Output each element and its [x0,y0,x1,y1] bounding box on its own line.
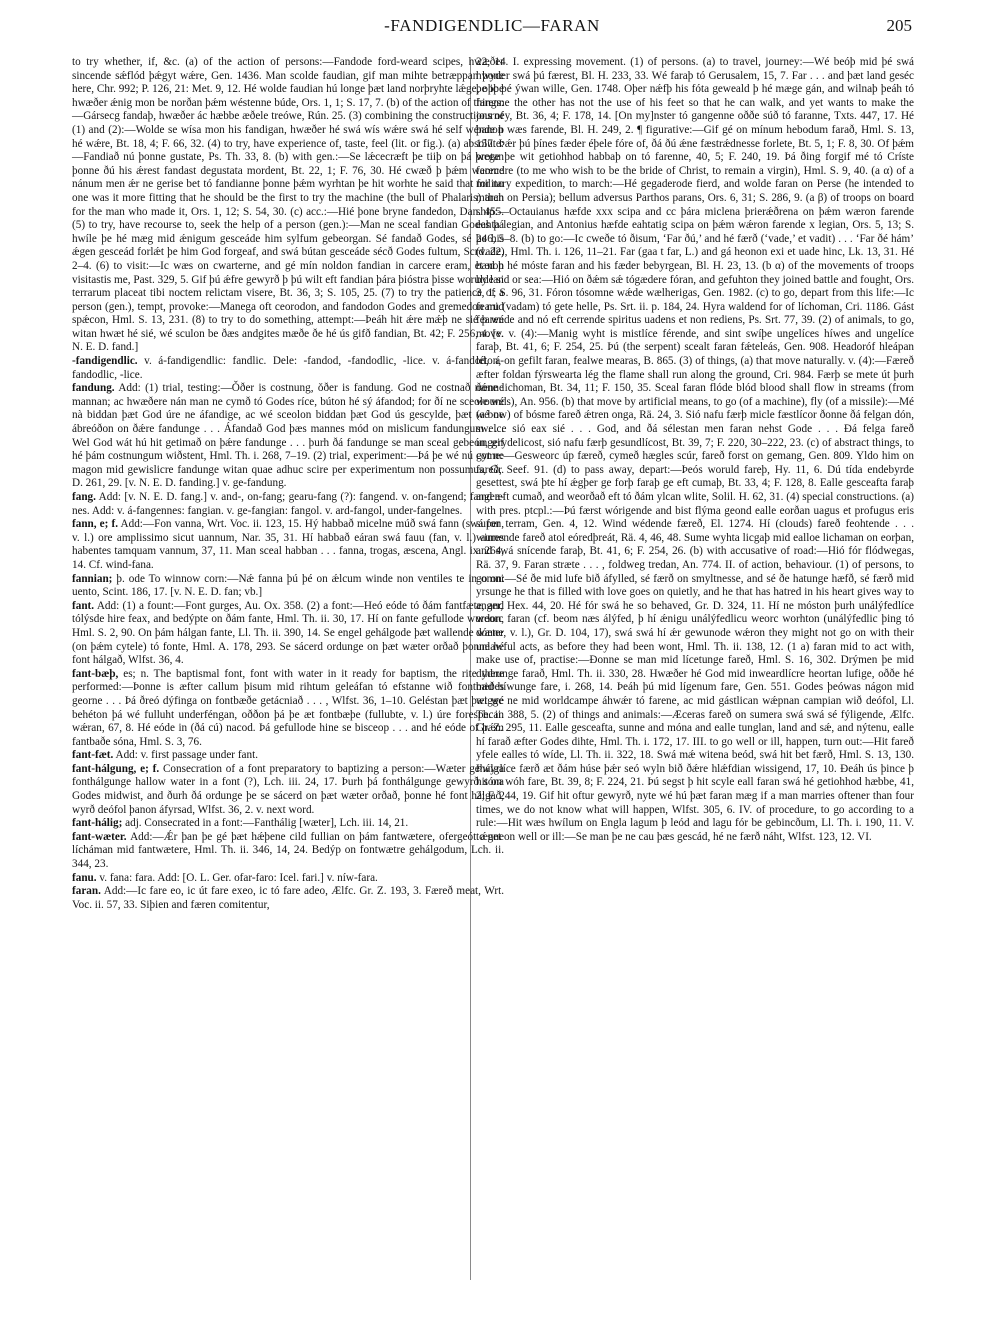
entry-headword: fant-bæþ, [72,667,119,680]
dictionary-entry [72,763,504,817]
dictionary-entry [72,355,504,382]
left-column [72,56,504,912]
entry-headword: -fandigendlic. [72,355,138,368]
dictionary-entry [72,600,504,668]
running-title: -FANDIGENDLIC—FARAN [384,16,600,35]
dictionary-entry [476,56,914,844]
entry-text: 22, 14. I. expressing movement. (1) of persons. (a) to travel, journey:—Wé beóþ mid þé swá hwyder swá þú færest, Bl. H. 233, 33. Wé faraþ tó Gerusalem, 15, 7. Far . . . and þæt land geséc þe ic þé ýwan wille, Gen. 1748. Oþer nǽfþ his fóta geweald þ hé mæge gán, and wilnaþ þeáh tó farenne the other has not the use of his feet so that he can walk, and yet wants to make the journey, Bt. 36, 4; F. 178, 14. [On my]nster tó gangenne oððe súð tó faranne, Txts. 447, 17. Hé þanon wæs farende, Bl. H. 249, 2. ¶ figurative:—Gif gé on mínum hebodum farað, Hml. S. 13, 157. Þǽr þú þínes fæder éþele fóre of, ðá ðú ǽne fæstrǽdnesse forlete, Bt. 5, 1; F. 8, 30. Of þǽm wege þe wit getiohhod habbaþ on tó farenne, 40, 5; F. 240, 19. Þá ðing forgif mé tó Críste farendre (to me who wish to be the bride of Christ, to remain a virgin), Hml. S. 9, 40. (a α) of a military expedition, to march:—Hé gegaderode fierd, and wolde faran on Perse (he intended to march on Persia); bellum adversus Parthos parans, Ors. 6, 31; S. 286, 9. (a β) of troops on board ship:—Octauianus hæfde xxx scipa and cc þára miclena þrierǽðrena on þǽm wæron farende eahta legian, and Antonius hæfde eahtatig scipa on þǽm wǽron farende x legian, Ors. 5, 13; S. 246, 5–8. (b) to go:—Ic cweðe tó ðisum, ‘Far ðú,’ and hé færð (‘vade,’ et vadit) . . . ‘Far ðé hám’ (vade), Hml. Th. i. 126, 11–21. Far (gaa t far, L.) and gá heonon exi et uade hinc, Lk. 13, 31. Hé bæd þ hé móste faran and his fæder bebyrgean, Bl. H. 23, 13. (b α) of the movements of troops by land or sea:—Hió on ðǽm sǽ tógædere fóran, and gefuhton they joined battle and fought, Ors. 3, 1; S. 96, 31. Fóron tósomne wǽde wælherigas, Gen. 1982. (c) to go, depart from this life:—Ic fearu (vadam) tó gete helle, Ps. Srt. ii. p. 184, 24. Hyra waldend for of líchoman, Cri. 1186. Gást fearende and nó eft cerrende spiritus uadens et non rediens, Ps. Srt. 77, 39. (2) of animals, to go, move. v. (4):—Manig wyht is mistlíce férende, and sint swíþe ungelíces híwes and ungelíce faraþ, Bt. 41, 6; F. 254, 25. Þú (the serpent) scealt faran fǽteleás, Gen. 908. Headoróf hleápan léton, on gefilt faran, fealwe mearas, B. 865. (3) of things, (a) that move naturally. v. (4):—Færeð æfter foldan fýrswearta lég the flame shall run along the ground, Cri. 984. Færþ se mete út þurh ðone lichoman, Bt. 34, 11; F. 150, 35. Sceal faran flóde blód blood shall flow in streams (from wounds), An. 956. (b) that move by artificial means, to go (of a machine), fly (of a missile):—Mé (a bow) of bósme fareð ǽtren onga, Rä. 24, 3. Sió nafu færþ micle fæstlícor ðonne ðá felgan dón, swelce sió eax sié . . . God, and ðá sélestan men faran nehst Gode . . . Ðá felga fareð ungerydelicost, sió nafu færþ gesundlícost, Bt. 39, 7; F. 220, 30–222, 23. (c) of abstract things, to come:—Gesweorc úp færeð, cymeð hægles scúr, fareð forst on gemang, Gen. 809. Yldo him on fareð, Seef. 91. (d) to pass away, depart:—Þeós woruld fareþ, Hy. 11, 6. Dú tída endebyrde gesettest, swá þte hí ǽgþer ge forþ faraþ ge eft cumaþ, Bt. 33, 4; F. 128, 8. Ealle gesceafta faraþ and æft cumað, and weorðað eft tó ðám ylcan wlite, Solil. H. 62, 31. (4) special constructions. (a) with pres. ptcpl.:—Þú færst wórigende and bist flýma geond ealle eorðan uagus et profugus eris super terram, Gen. 4, 12. Wind wédende færeð, El. 1274. Hí (clouds) fareð feohtende . . . winnende fareð atol eóredþreát, Rä. 4, 46, 48. Sume wyhta licgaþ mid ealloe lichaman on eorþan, and swá snícende faraþ, Bt. 41, 6; F. 254, 26. (b) with accusative of road:—Hió fór flódwegas, Rä. 37, 9. Faran stræte . . . , foldweg tredan, An. 774. II. of action, behaviour. (1) of persons, to go on:—Sé ðe mid lufe bið áfylled, sé færð on smyltnesse, and sé ðe hatunge hæfð, sé færð mid yrsunge he that is filled with love goes on quietly, and he that has hatred in his heart gives way to anger, Hex. 44, 20. Hé fór swá he so behaved, Gr. D. 324, 11. Hí ne móston þurh unálýfedlíce weorc faran (cf. beom næs álýfed, þ hí ǽnigu unálýfedlicu weorc worhton (unálýfedlic þing tó dónne, v. l.), Gr. D. 104, 17), swá swá hí ǽr gewunode wǽron they might not go on with their unlawful acts, as before they had been wont, Hml. Th. ii. 138, 12. (1 a) faran mid to act with, make use of, practise:—Ðonne se man mid lícetunge fareð, Hml. S. 16, 302. Drýmen þe mid dydrunge farað, Hml. Th. ii. 330, 28. Hwæðer hé God mid inweardlícre heortan lufige, oððe hé mid híwunge fare, i. 268, 14. Þeáh þú mid lígenum fare, Gen. 551. Godes þeówas nágon mid wigge ne mid worldcampe áhwǽr tó farene, ac mid gástlican wǽpnan campian wið deófol, Ll. Th. ii. 388, 5. (2) of things and animals:—Æceras fareð on sumera swá swá sé fýligende, Ælfc. Gr. Z. 295, 11. Ealle gesceafta, sunne and móna and ealle tunglan, land and sǽ, and nýtenu, ealle hí farað æfter Godes dihte, Hml. Th. i. 172, 17. III. to go well or ill, happen, turn out:—Hit fareð yfele ealles tó wíde, Ll. Th. ii. 322, 18. Swá mǽ witena beód, swá hit bet færð, Hml. S. 13, 130. Þwyrlíce færð æt ðám húse þǽr seó wyln bið ðǽre hlǽfdian wissigend, 17, 10. Ðeáh ús þince þ hit on wóh fare, Bt. 39, 8; F. 224, 21. Þú segst þ hit scyle eall faran swá hé getiohhod hæbbe, 41, 2; F. 244, 19. Gif hit oftur gewyrð, nyte wé hú þæt faran mæg if a man marries oftener than four times, we do not know what will happen, Wlfst. 305, 6. IV. of procedure, to go according to a rule:—Hit wæs hwílum on Engla lagum þ leód and lagu fór be gebincðum, Ll. Th. i. 190, 11. V. to get on well or ill:—Se man þe ne cau þæs gescád, hé ne færð náht, Wlfst. 123, 12. VI. [476,56,914,843]
page-number: 205 [886,16,912,35]
entry-headword: fant-wæter. [72,830,127,843]
dictionary-entry [72,518,504,572]
entry-headword: fanu. [72,871,97,884]
entry-text: adj. Consecrated in a font:—Fanthálig [wæter], Lch. iii. 14, 21. [122,817,409,830]
dictionary-entry [72,749,504,763]
dictionary-entry [72,885,504,912]
page-header [72,16,912,56]
entry-text: Add: (1) trial, testing:—Ǒðer is costnung, ǒðer is fandung. God ne costnað nǽnne mannan; ac hwæðere nán man ne cymð tó Godes ríce, búton hé sý áfandod; for ðí ne sceole wé nà biddan þæt God úre ne áfandige, ac wé sceolon biddan þæt God ús gescylde, þæt wé ne ábreóðon on ðǽre fandunge . . . Áfandað God þæs mannes mód on mislicum fandungum . . . Wel God wát hú hit getimað on þǽre fandunge . . . þurh ðá fandunge se man sceal gebeón, gif hé þám costnungum wiðstent, Hml. Th. i. 268, 7–19. (2) trial, experiment:—Þá þe wé nú gyt ne magon mid gewislicre fandunge witan quae adhuc scire per experimentum non possumus, Gr. D. 261, 29. [v. N. E. D. fanding.] v. ge-fandung. [72,382,504,490]
dictionary-entry [72,573,504,600]
dictionary-entry [72,817,504,831]
entry-text: es; n. The baptismal font, font with water in it ready for baptism, the rite there performed:—Þonne is æfter callum þisum mid rihtum geleáfan tó efstanne wið fontbæðes georne . . . Þá ðreó dýfinga on fontbæðe getácniað . . . , Wlfst. 36, 1–10. Geléstan þæt þæt wé behéton þá wé fulluht underféngan, oððon þá þe æt fontbæþe (fullubte, v. l.) úre forespecan wǽran, 67, 8. Hé eóde in (ðá cú) nacod. Þá gefullode hine se bisceop . . . and hé eóde of þǽm fantbaðe sóna, Hml. S. 3, 76. [72,667,504,748]
dictionary-entry [72,382,504,491]
entry-text: Add: [v. N. E. D. fang.] v. and-, on-fang; gearu-fang (?): fangend. v. on-fangend; fangen-nes. Add: v. á-fangennes: fangian. v. ge-fangian: fangol. v. ard-fangol, under-fangelnes. [72,491,504,517]
entry-headword: faran. [72,885,101,898]
dictionary-entry [72,831,504,872]
entry-text: v. á-fandigendlic: fandlic. Dele: -fandod, -fandodlic, -lice. v. á-fandod, á-fandodlic, -lice. [72,355,504,381]
entry-headword: fant. [72,599,95,612]
entry-text: Add:—Ǽr þan þe gé þæt hǽþene cild fullian on þám fantwætere, ofergeót ǽnne lícháman mid fantwætere, Hml. Th. ii. 346, 14, 24. Bedýp on fontwætre gehálgodum, Lch. ii. 344, 23. [72,830,504,871]
entry-text: Consecration of a font preparatory to baptizing a person:—Wæter gehálga fonthálgunge hallow water in a font (?), Lch. iii. 24, 17. Þurh þá fonthálgunge gewyrð sóna Godes midwist, and ðurh ðá ordunge þe se sácerd on þæt wæter orðað, þonne hé font hálgað, wyrð deófol þanon áfyrsad, Wlfst. 36, 2. v. next word. [72,762,505,816]
entry-headword: fang. [72,491,96,503]
entry-headword: fant-hálig; [72,817,123,830]
entry-headword: fant-fæt. [72,749,114,762]
dictionary-entry [72,56,504,355]
dictionary-entry [72,668,504,750]
entry-headword: fant-hálgung, e; f. [72,762,160,775]
entry-headword: fann, e; f. [72,518,119,531]
entry-text: v. fana: fara. Add: [O. L. Ger. ofar-faro: Icel. fari.] v. níw-fara. [96,871,378,884]
right-column [476,56,914,844]
dictionary-entry [72,491,504,518]
dictionary-entry [72,872,504,886]
entry-text: Add: (1) a fount:—Font gurges, Au. Ox. 358. (2) a font:—Heó eóde tó ðám fantfæte, and tólýsde hire feax, and bedýpte on ðám fante, Hml. Th. ii. 30, 17. Hí on fante gefullode wurdon, Hml. S. 2, 90. On þám hálgan fante, Ll. Th. ii. 390, 14. Se engel gehálgode þæt wallende wæter (on þǽm cytele) tó fonte, Hml. A. 178, 293. Se sácerd ordunge on þæt wæter orðað þonne hé font hálgað, Wlfst. 36, 4. [72,599,504,667]
entry-text: Add: v. first passage under fant. [113,749,259,762]
entry-text: Add:—Ic fare eo, ic út fare exeo, ic tó fare adeo, Ælfc. Gr. Z. 193, 3. Færeð meat, Wrt. Voc. ii. 57, 33. Siþien and færen comitentur, [72,885,504,911]
entry-text: þ. ode To winnow corn:—Nǽ fanna þú þé on ǽlcum winde non ventiles te in omni uento, Scint. 186, 17. [v. N. E. D. fan; vb.] [72,572,504,599]
entry-headword: fannian; [72,572,113,585]
entry-text: Add:—Fon vanna, Wrt. Voc. ii. 123, 15. Hý habbað micelne múð swá fann (swá fon, v. l.) ore amplissimo sicut uannum, Nar. 35, 31. Hí habbað eáran swá fauu (fan, v. l.) aures habentes tamquam vannum, 37, 11. Man sceal habban . . . fanna, trogas, æscena, Angl. ix. 264, 14. Cf. wind-fana. [72,518,505,571]
entry-headword: fandung. [72,382,115,395]
entry-text: to try whether, if, &c. (a) of the action of persons:—Fandode ford-weard scipes, hwæðer sincende sǽflód þǽgyt wǽre, Gen. 1436. Man scolde faudian, gif man mihte betræppan þone here, Chr. 992; P. 126, 21: Met. 9, 12. Hé wolde faudian hú longe þæt land norþryhte lǽge, oþþe hwæðer ǽnig mon be norðan þǽm wéstenne búde, Ors. 1, 1; S. 17, 7. (b) of the action of things:—Gársecg fandaþ, hwæðer ác hæbbe æðele treówe, Rún. 25. (3) combining the constructions of (1) and (2):—Wolde se wísa mon his fandigan, hwæðer hé swá wís wǽre swá hé self wénde þ hé wǽre, Bt. 18, 4; F. 66, 32. (4) to try, have experience of, taste, feel (lit. or fig.). (a) absolute:—Fandiað nú þonne gustate, Ps. Th. 33, 8. (b) with gen.:—Se lǽcecræft þe tiiþ on þá þrotan þonne ðú his ǽrest fandast degustata mordent, Bt. 22, 1; F. 76, 30. Hé cwæð þ þǽm weorce nánum men ǽr ne gerise bet tó fandianne þonne þǽm wyrhtan þe hit worhte he said that for no one was it more fitting that he should be the first to try the machine (the bull of Phalaris) than for the man who made it, Ors. 1, 12; S. 54, 30. (c) acc.:—Hié þone bryne fandedon, Dan. 455. (5) to try, have recourse to, seek the help of a person (gen.):—Man ne sceal fandian Godes þá hwíle þe hé mæg mid ǽnigum gesceáde him sylfum gebeorgan. Sé fandað Godes, sé þe his ǽgen gesceád forlǽt þe him God forgeaf, and swá bútan gesceáde sécð Godes fultum, Scrd. 22, 2–4. (6) to visit:—Ic wæs on cwarterne, and gé mín noldon fandian in carcere eram, et non visitastis me, Past. 329, 5. Gif þú ǽfre gewyrð þ þú wilt eft fandian þára þióstra þisse worulde si terrarum placeat tibi noctem relictam visere, Bt. 36, 3; S. 105, 25. (7) to try the patience of a person (gen.), tempt, provoke:—Manega oft ceorodon, and fandodon Godes and gremedon mid spǽcon, Hml. S. 13, 231. (8) to try to do something, attempt:—Þeáh hit ǽre mǽþ ne sié þ wé witan hwæt hé sié, wé sculon be ðæs andgites mæðe ðe hé ús gifð fandian, Bt. 42; F. 256, 4. [v. N. E. D. fand.] [72,56,504,354]
